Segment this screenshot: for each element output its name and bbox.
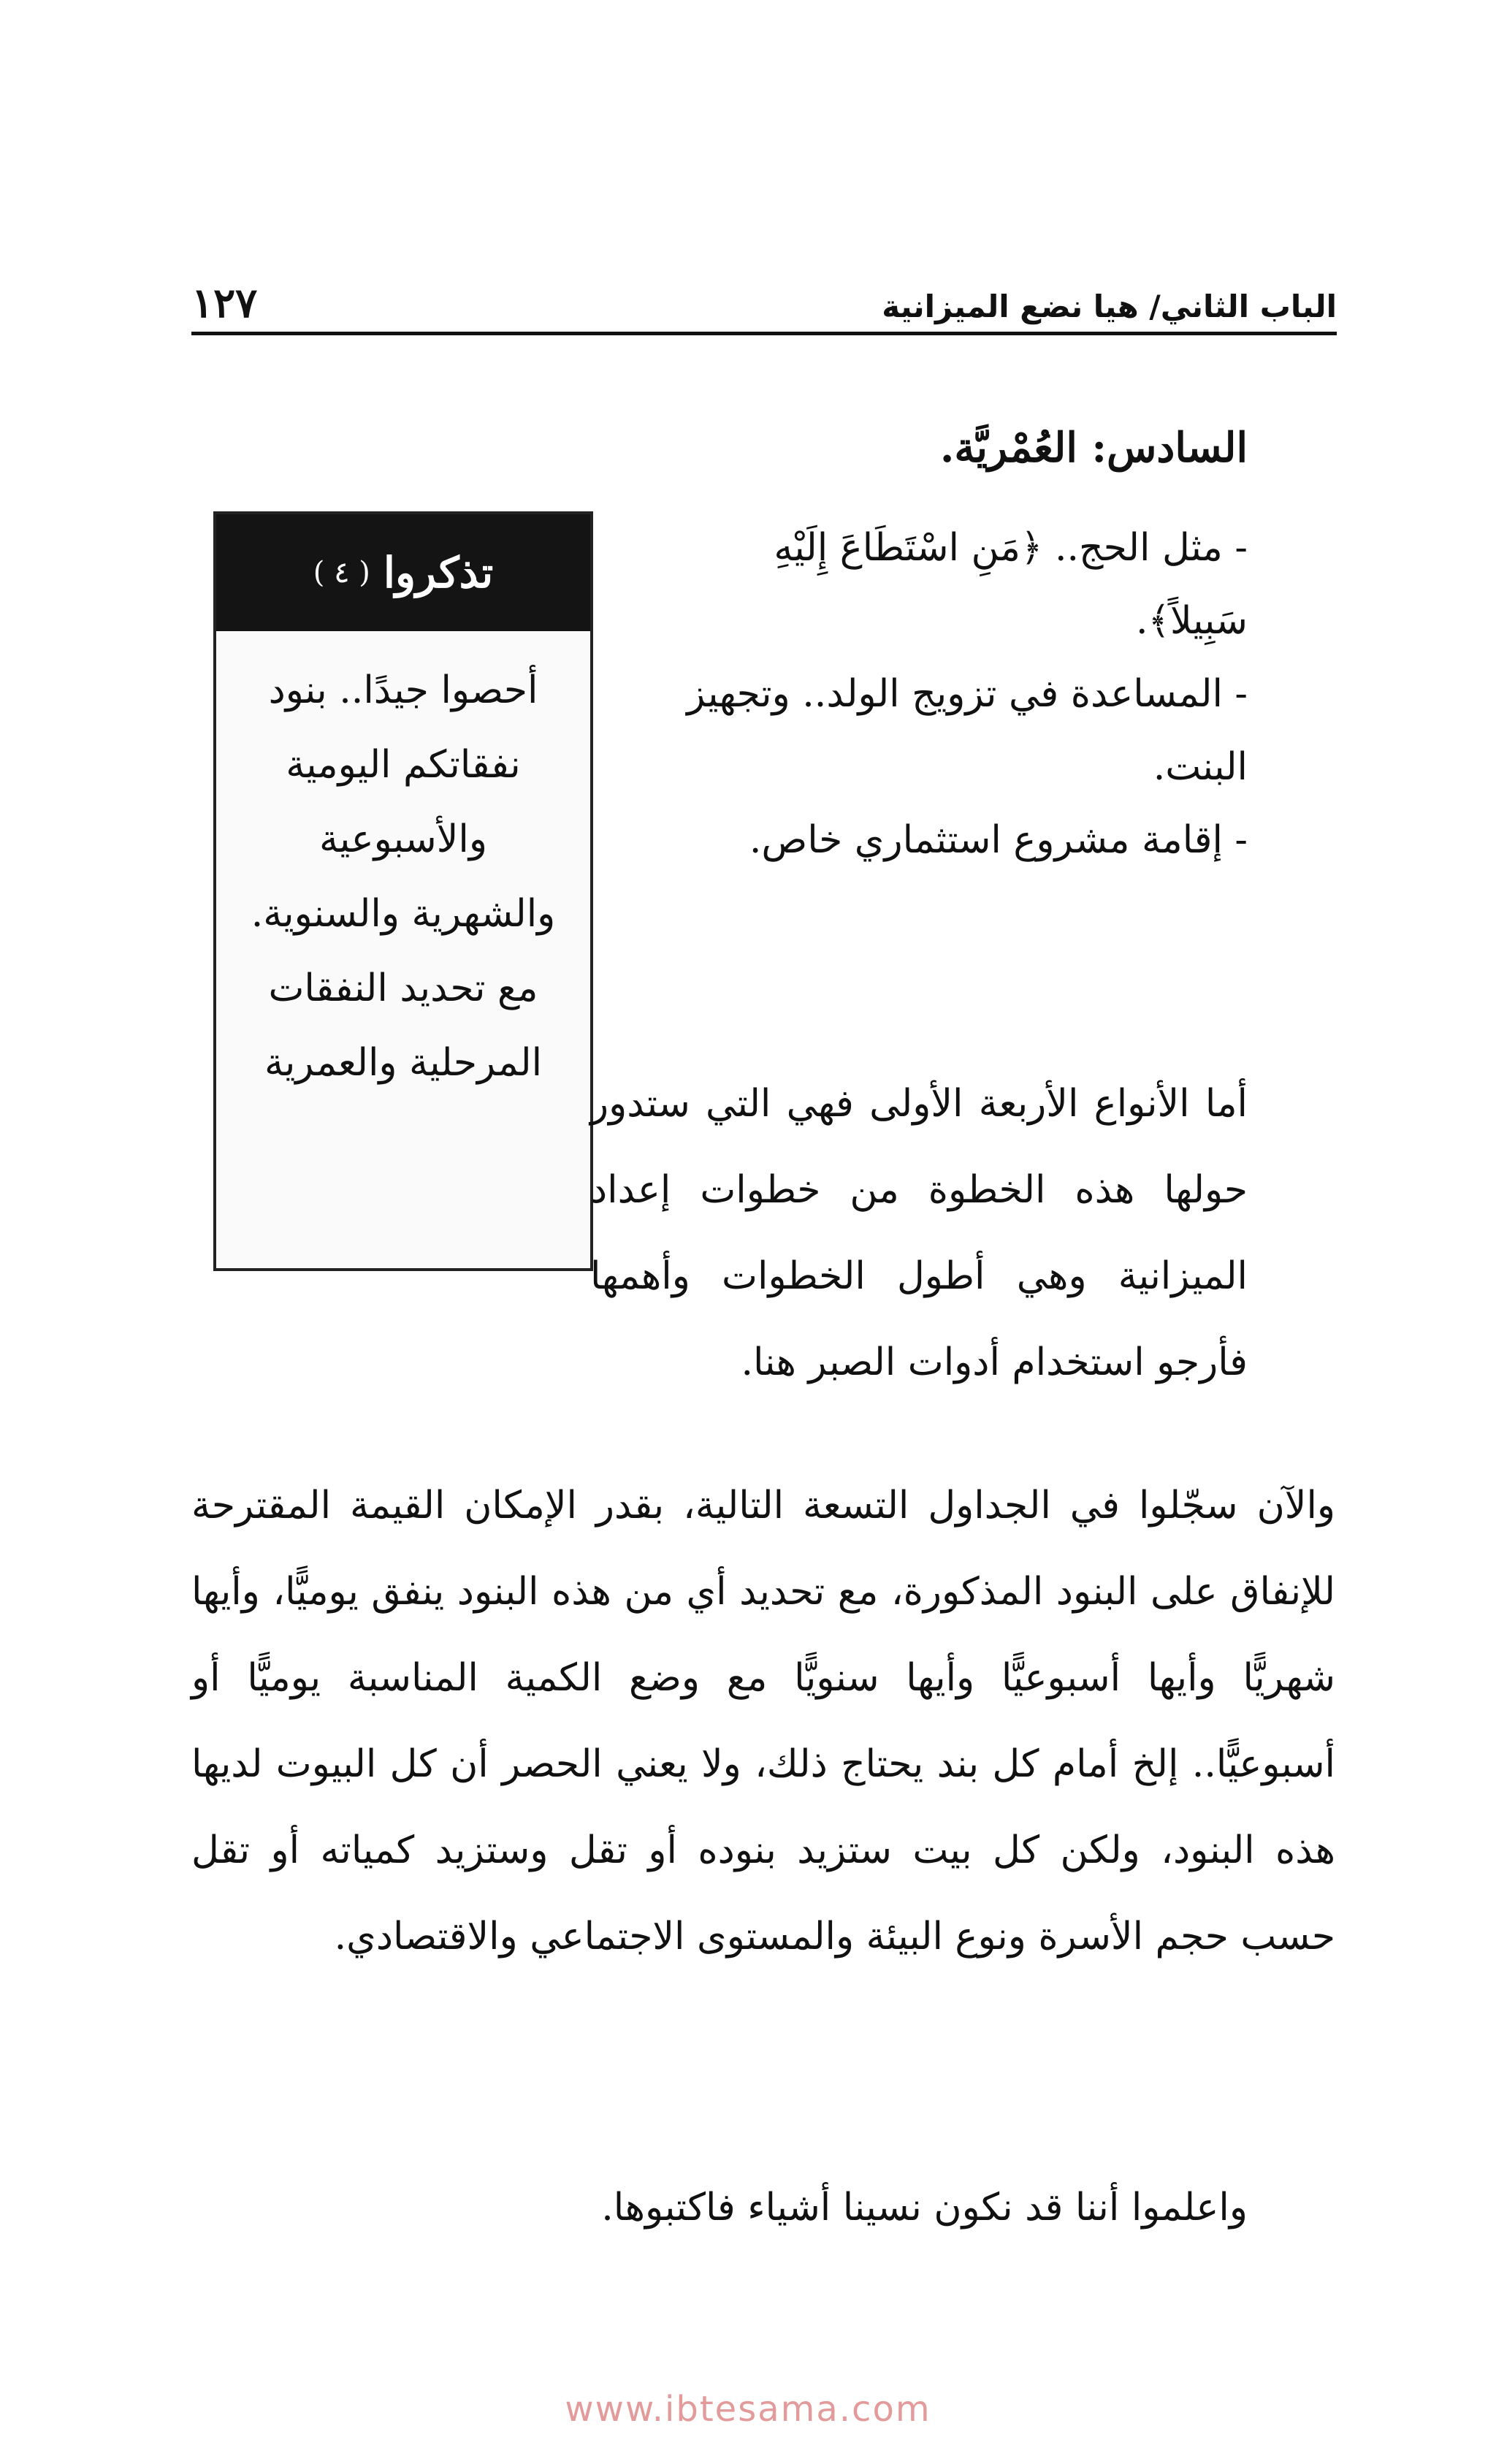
paragraph-closing: واعلموا أننا قد نكون نسينا أشياء فاكتبوها. xyxy=(601,2186,1248,2230)
examples-list xyxy=(590,511,1248,877)
list-item: - مثل الحج.. ﴿مَنِ اسْتَطَاعَ إِلَيْهِ xyxy=(774,526,1248,570)
list-item: - إقامة مشروع استثماري خاص. xyxy=(749,818,1248,862)
reminder-number: ( ٤ ) xyxy=(313,556,370,590)
reminder-header xyxy=(216,514,590,631)
reminder-line: أحصوا جيدًا.. بنود xyxy=(268,668,538,712)
reminder-line: نفقاتكم اليومية xyxy=(286,743,521,787)
watermark-url: www.ibtesama.com xyxy=(565,2389,931,2430)
section-heading: السادس: العُمْريَّة. xyxy=(939,424,1248,472)
reminder-title: تذكروا xyxy=(383,548,494,598)
list-item: - المساعدة في تزويج الولد.. وتجهيز xyxy=(687,672,1248,716)
list-item: سَبِيلاً﴾. xyxy=(1136,599,1248,643)
header-divider xyxy=(191,332,1337,335)
paragraph-tables: والآن سجّلوا في الجداول التسعة التالية، بقدر الإمكان القيمة المقترحة للإنفاق على البنود المذكورة، مع تحديد أي من هذه البنود ينفق يوميًّا، وأيها شهريًّا وأيها أسبوعيًّا وأيها سنويًّا مع وضع الكمية المناسبة يوميًّا أو أسبوعيًّا.. إلخ أمام كل بند يحتاج ذلك، ولا يعني الحصر أن كل البيوت لديها هذه البنود، ولكن كل بيت ستزيد بنوده أو تقل وستزيد كمياته أو تقل حسب حجم الأسرة ونوع البيئة والمستوى الاجتماعي والاقتصادي. xyxy=(191,1484,1335,1958)
reminder-line: مع تحديد النفقات xyxy=(268,966,538,1010)
chapter-title: الباب الثاني/ هيا نضع الميزانية xyxy=(882,289,1337,324)
paragraph-steps: أما الأنواع الأربعة الأولى فهي التي ستدور حولها هذه الخطوة من خطوات إعداد الميزانية وهي أطول الخطوات وأهمها فأرجو استخدام أدوات الصبر هنا. xyxy=(590,1082,1248,1384)
reminder-line: والشهرية والسنوية. xyxy=(251,892,556,936)
reminder-line: المرحلية والعمرية xyxy=(264,1041,543,1085)
list-item: البنت. xyxy=(1153,745,1248,789)
page-number: ١٢٧ xyxy=(191,279,258,327)
page-header xyxy=(191,272,1337,337)
reminder-line: والأسبوعية xyxy=(319,817,487,861)
reminder-box xyxy=(213,511,593,1271)
reminder-body xyxy=(216,631,590,1100)
